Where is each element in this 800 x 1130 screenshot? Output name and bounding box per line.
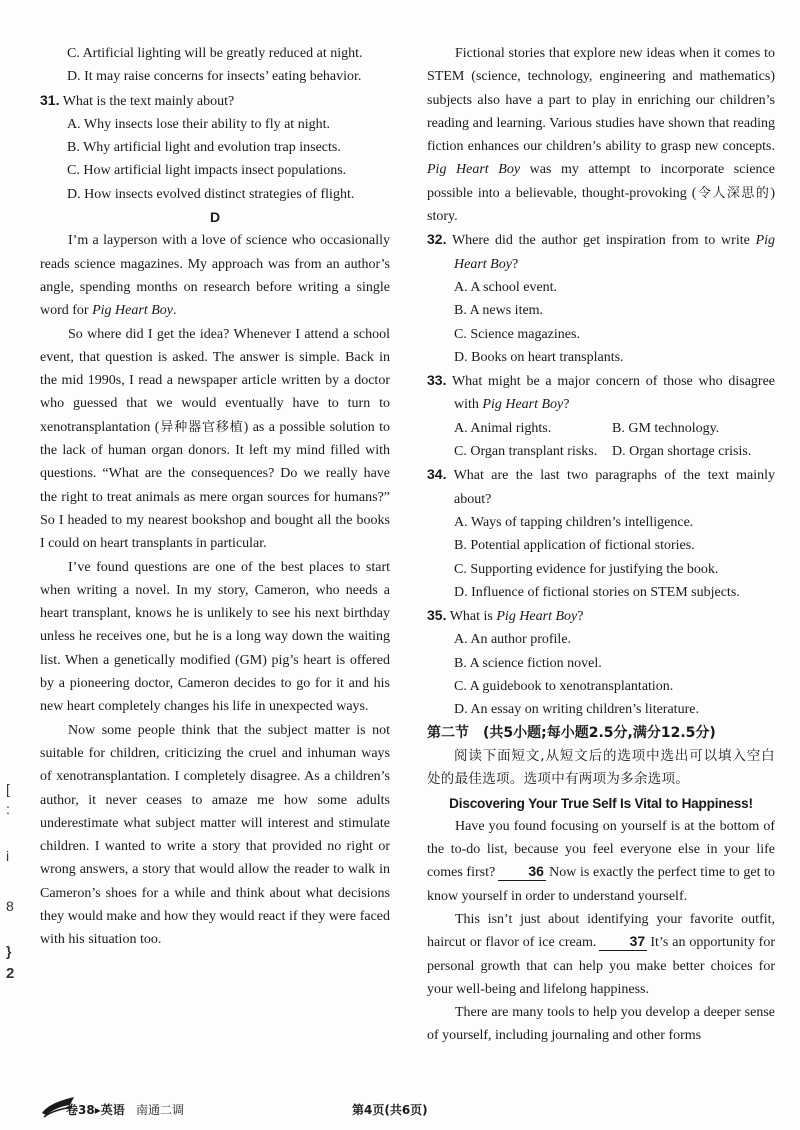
q35-option-d: D. An essay on writing children’s literature. (454, 702, 699, 718)
q32-option-b: B. A news item. (454, 303, 544, 319)
section-d-heading: D (209, 209, 221, 226)
q30-option-d: D. It may raise concerns for insects’ eating behavior. (67, 69, 362, 85)
q33-options-row-2 (427, 440, 775, 463)
passage-d-paragraph-1: I’m a layperson with a love of science who occasionally reads science magazines. My approach was from an author’s angle, spending months on research before writing a single word for Pig Heart Boy. (40, 233, 390, 319)
q33-option-c: C. Organ transplant risks. (454, 444, 598, 460)
page-footer (40, 1095, 780, 1121)
margin-mark: [ (6, 781, 10, 797)
right-column (427, 42, 775, 1048)
q35-option-b: B. A science fiction novel. (454, 655, 602, 671)
q31-option-b: B. Why artificial light and evolution trap insects. (67, 140, 341, 156)
passage-d-paragraph-2: So where did I get the idea? Whenever I attend a school event, that question is asked. The answer is simple. Back in the mid 1990s, I read a newspaper article written by a doctor who guessed that we would eventually have to turn to xenotransplantation (异种器官移植) as a possible solution to the lack of human organ donors. It left my mind filled with questions. “What are the consequences? Do we really have the right to treat animals as mere organ sources for humans?” So I headed to my nearest bookshop and bought all the books I could on heart transplants in particular. (40, 326, 391, 552)
blank-37: 37 (599, 932, 647, 951)
q32-option-a: A. A school event. (454, 279, 558, 295)
q31-option-c: C. How artificial light impacts insect populations. (67, 163, 347, 179)
left-column (40, 42, 390, 952)
question-number: 31. (40, 91, 60, 108)
q34-option-d: D. Influence of fictional stories on STEM subjects. (454, 584, 740, 600)
question-35: 35. What is Pig Heart Boy? (427, 607, 584, 625)
margin-mark: 2 (6, 965, 15, 982)
passage-paragraph-1: Have you found focusing on yourself is at the bottom of the to-do list, because you feel everyone else in your life comes first? 36 Now is exactly the perfect time to get to know yourself in order to understand yourself. (427, 818, 775, 904)
passage-d-paragraph-3: I’ve found questions are one of the best places to start when writing a novel. In my story, Cameron, who needs a heart transplant, knows he is unlikely to see his next birthday unless he receives one, but he is a long way down the waiting list. When a genetically modified (GM) pig’s heart is offered by a pioneering doctor, Cameron decides to go for it and his new heart completely changes his life in unexpected ways. (40, 559, 390, 715)
q34-option-b: B. Potential application of fictional stories. (454, 538, 695, 554)
question-32: 32. Where did the author get inspiration from to write Pig Heart Boy? (427, 231, 776, 272)
q33-option-a: A. Animal rights. (454, 420, 552, 436)
margin-mark: : (6, 801, 10, 817)
q31-option-a: A. Why insects lose their ability to fly at night. (67, 116, 330, 132)
margin-mark: } (6, 943, 12, 959)
margin-mark: i (6, 848, 10, 864)
q31-option-d: D. How insects evolved distinct strategies of flight. (67, 186, 355, 202)
passage-d-paragraph-4: Now some people think that the subject matter is not suitable for children, criticizing the cruel and inhuman ways of xenotransplantation. I completely disagree. As a children’s author, it never ceases to amaze me how some adults underestimate what subject matter will interest and stimulate children. I wanted to write a story that provided no right or wrong answers, a story that would allow the reader to walk in Cameron’s shoes for a while and think about what decisions they would make and how they would react if they were faced with his situation too. (40, 722, 390, 948)
q32-option-c: C. Science magazines. (454, 326, 580, 342)
page-number: 第4页(共6页) (352, 1103, 428, 1117)
question-33: 33. What might be a major concern of those who disagree with Pig Heart Boy? (427, 372, 776, 413)
question-34: 34. What are the last two paragraphs of the text mainly about? (427, 466, 775, 507)
blank-36: 36 (498, 862, 546, 881)
passage-paragraph-2: This isn’t just about identifying your favorite outfit, haircut or flavor of ice cream. 37 It’s an opportunity for personal growth that can help you make better choices for your well-being and lifelong happiness. (427, 911, 775, 997)
q35-option-a: A. An author profile. (454, 632, 572, 648)
passage-d-paragraph-5: Fictional stories that explore new ideas when it comes to STEM (science, technology, engineering and mathematics) subjects also have a part to play in enriching our children’s reading and learning. Various studies have shown that reading fiction enhances our children’s ability to grasp new concepts. Pig Heart Boy was my attempt to incorporate science possible into a believable, thought-provoking (令人深思的) story. (427, 46, 775, 225)
q34-option-c: C. Supporting evidence for justifying the book. (454, 561, 719, 577)
q35-option-c: C. A guidebook to xenotransplantation. (454, 679, 674, 695)
section-2-heading: 第二节 (共5小题;每小题2.5分,满分12.5分) (427, 724, 716, 741)
passage-paragraph-3: There are many tools to help you develop a deeper sense of yourself, including journaling and other forms (427, 1005, 775, 1044)
q33-option-b: B. GM technology. (612, 420, 720, 436)
q32-option-d: D. Books on heart transplants. (454, 349, 624, 365)
section-2-instructions: 阅读下面短文,从短文后的选项中选出可以填入空白处的最佳选项。选项中有两项为多余选项。 (427, 747, 775, 788)
exam-subtitle: 南通二调 (136, 1103, 185, 1117)
q33-options-row-1 (427, 417, 775, 440)
volume-label: 卷38▸英语 (66, 1103, 125, 1117)
margin-mark: 8 (6, 898, 14, 914)
question-31: 31. What is the text mainly about? (40, 91, 235, 109)
q34-option-a: A. Ways of tapping children’s intelligence. (454, 514, 694, 530)
q30-option-c: C. Artificial lighting will be greatly reduced at night. (67, 46, 363, 61)
q33-option-d: D. Organ shortage crisis. (612, 444, 752, 460)
passage-title: Discovering Your True Self Is Vital to Happiness! (449, 795, 753, 811)
